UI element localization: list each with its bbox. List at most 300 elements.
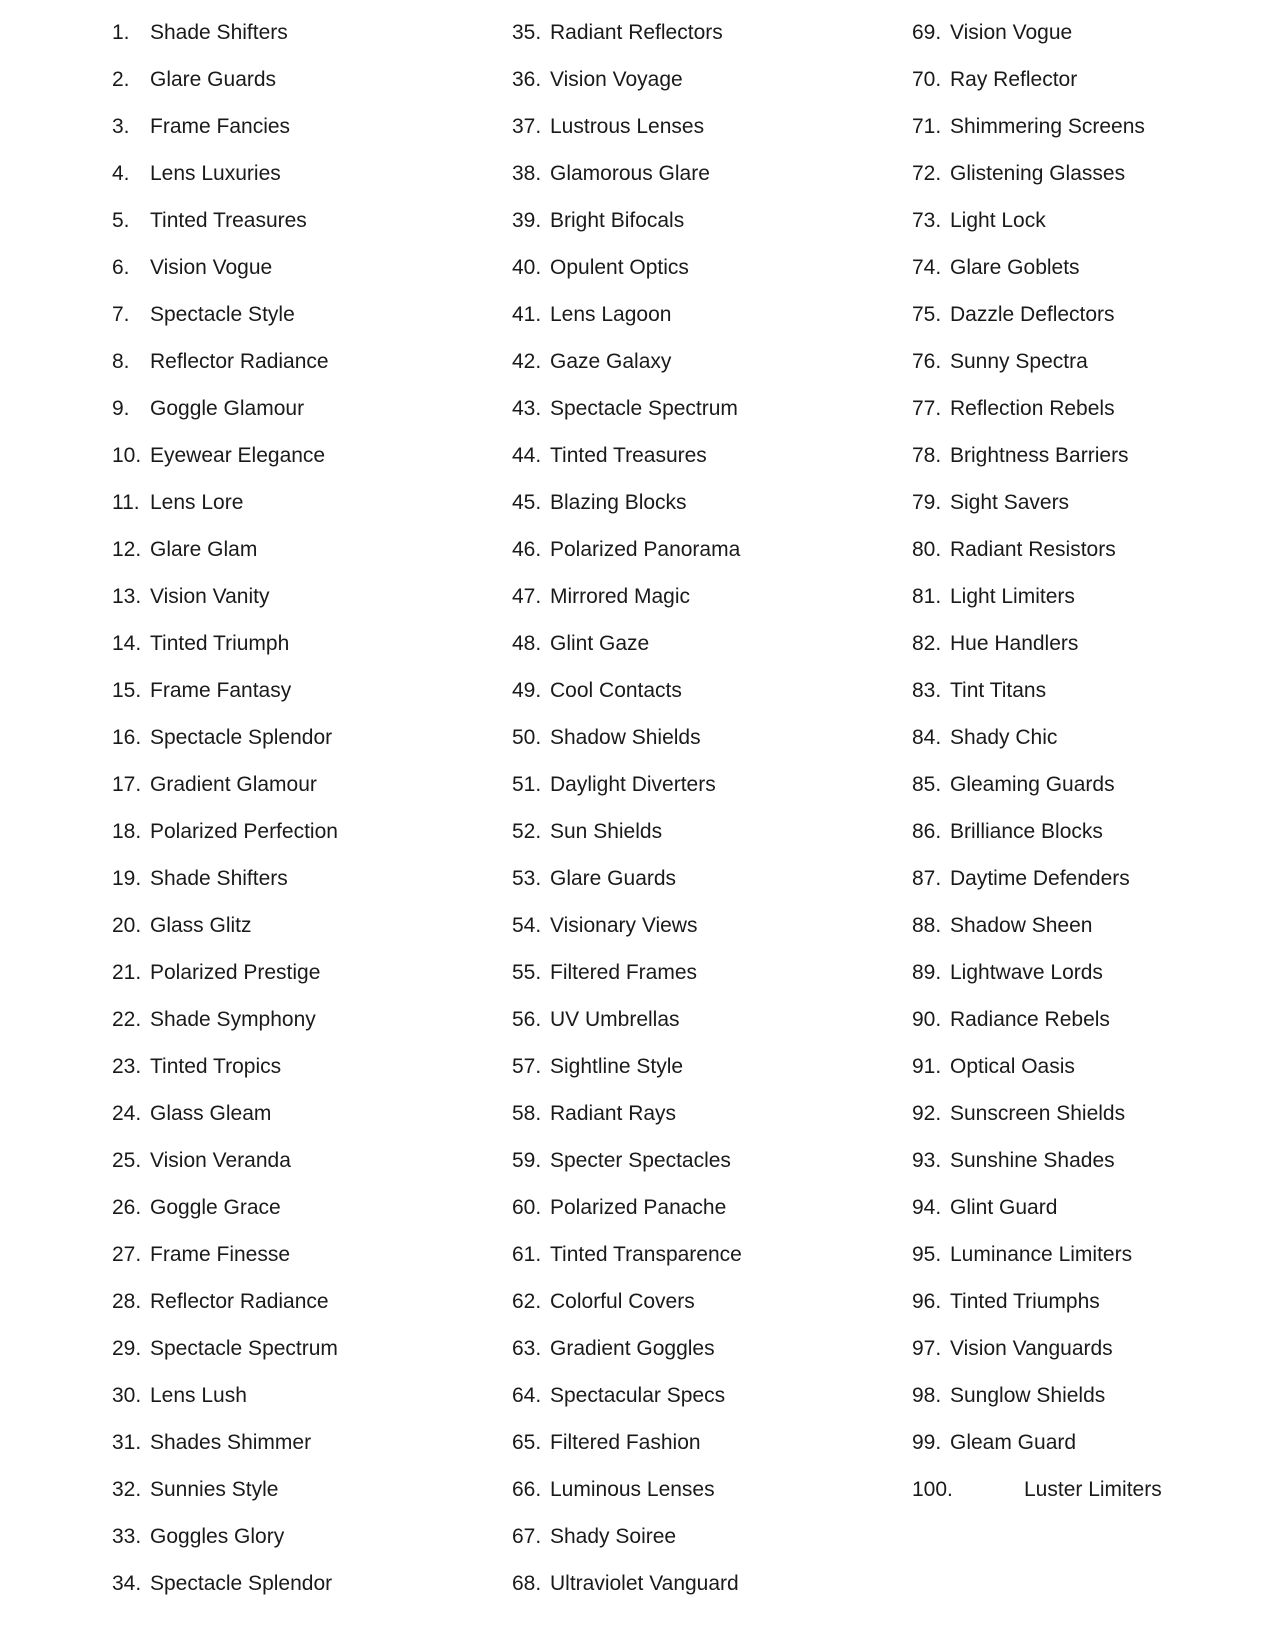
list-item [112, 293, 492, 340]
list-item-name: Frame Finesse [150, 1243, 291, 1266]
list-item [912, 857, 1275, 904]
list-item-name: Shades Shimmer [150, 1431, 312, 1454]
list-item [112, 1186, 492, 1233]
list-item-name: Spectacle Splendor [150, 1572, 333, 1595]
list-item-number: 79. [912, 491, 942, 514]
list-item-number: 44. [512, 444, 542, 467]
list-item-name: Gaze Galaxy [550, 350, 672, 373]
list-item-number: 90. [912, 1008, 942, 1031]
list-item [512, 152, 892, 199]
list-item [112, 434, 492, 481]
list-item-number: 31. [112, 1431, 142, 1454]
list-item [512, 1186, 892, 1233]
list-item-number: 35. [512, 21, 542, 44]
list-item-name: Eyewear Elegance [150, 444, 326, 467]
list-item [112, 1280, 492, 1327]
list-item [912, 904, 1275, 951]
list-item-name: Tinted Treasures [550, 444, 707, 467]
list-item-name: Polarized Panorama [550, 538, 741, 561]
list-item [512, 1327, 892, 1374]
list-item-name: Cool Contacts [550, 679, 682, 702]
list-item-number: 75. [912, 303, 942, 326]
list-item-number: 30. [112, 1384, 142, 1407]
list-item [112, 622, 492, 669]
list-item-name: Shade Shifters [150, 867, 288, 890]
list-item-number: 70. [912, 68, 942, 91]
list-item [912, 1327, 1275, 1374]
list-item [912, 1186, 1275, 1233]
list-item-name: Gleam Guard [950, 1431, 1077, 1454]
list-item-name: Tinted Triumph [150, 632, 290, 655]
list-item-number: 58. [512, 1102, 542, 1125]
list-item-number: 32. [112, 1478, 142, 1501]
list-item [512, 481, 892, 528]
list-item-name: Vision Vogue [950, 21, 1073, 44]
list-item [512, 951, 892, 998]
list-item-number: 37. [512, 115, 542, 138]
list-item-number: 69. [912, 21, 942, 44]
list-item [912, 1374, 1275, 1421]
list-item-number: 54. [512, 914, 542, 937]
list-item [112, 1327, 492, 1374]
list-item-number: 49. [512, 679, 542, 702]
list-item-number: 94. [912, 1196, 942, 1219]
list-item [112, 1139, 492, 1186]
list-item-number: 16. [112, 726, 142, 749]
list-item [512, 669, 892, 716]
list-item [512, 1092, 892, 1139]
list-item-name: Spectacle Style [150, 303, 295, 326]
list-item-number: 29. [112, 1337, 142, 1360]
list-item [912, 716, 1275, 763]
list-item [512, 58, 892, 105]
list-item [112, 575, 492, 622]
list-item-number: 24. [112, 1102, 142, 1125]
list-item [912, 998, 1275, 1045]
list-item [912, 152, 1275, 199]
list-item [912, 293, 1275, 340]
list-item-number: 5. [112, 209, 130, 232]
list-item-name: Goggle Grace [150, 1196, 281, 1219]
list-item-name: Glistening Glasses [950, 162, 1126, 185]
list-item [912, 58, 1275, 105]
list-item-number: 95. [912, 1243, 942, 1266]
list-item [112, 387, 492, 434]
list-item [112, 951, 492, 998]
list-item [512, 575, 892, 622]
list-item-number: 74. [912, 256, 942, 279]
list-item [512, 11, 892, 58]
list-item-name: Radiant Reflectors [550, 21, 723, 44]
list-item [112, 1233, 492, 1280]
list-item-name: Ultraviolet Vanguard [550, 1572, 739, 1595]
list-item-name: Vision Voyage [550, 68, 683, 91]
list-item-number: 86. [912, 820, 942, 843]
list-item [912, 1092, 1275, 1139]
list-item-name: Tinted Tropics [150, 1055, 282, 1078]
list-item-name: Opulent Optics [550, 256, 689, 279]
list-item-number: 45. [512, 491, 542, 514]
list-item-name: Sight Savers [950, 491, 1070, 514]
list-item [912, 951, 1275, 998]
list-item [912, 810, 1275, 857]
list-item [912, 1280, 1275, 1327]
list-item [512, 716, 892, 763]
list-item-number: 9. [112, 397, 130, 420]
list-item [512, 857, 892, 904]
list-item-name: Glare Glam [150, 538, 258, 561]
list-item [912, 1045, 1275, 1092]
list-item-name: Glare Guards [550, 867, 677, 890]
list-item-number: 92. [912, 1102, 942, 1125]
list-item [512, 1045, 892, 1092]
list-item [512, 1468, 892, 1515]
list-item-name: Polarized Prestige [150, 961, 321, 984]
list-column-1 [112, 11, 492, 1609]
list-item-number: 33. [112, 1525, 142, 1548]
list-item-name: Sunshine Shades [950, 1149, 1115, 1172]
list-item-number: 17. [112, 773, 142, 796]
list-item-number: 50. [512, 726, 542, 749]
list-item-name: Visionary Views [550, 914, 698, 937]
list-item-number: 66. [512, 1478, 542, 1501]
list-item [512, 1421, 892, 1468]
list-item [912, 622, 1275, 669]
list-item-number: 43. [512, 397, 542, 420]
list-item [112, 1092, 492, 1139]
list-item-number: 10. [112, 444, 142, 467]
list-item-name: Radiant Rays [550, 1102, 677, 1125]
list-item-number: 61. [512, 1243, 542, 1266]
list-item [912, 669, 1275, 716]
list-item-number: 85. [912, 773, 942, 796]
list-item-name: Shady Soiree [550, 1525, 677, 1548]
list-item-name: Tinted Treasures [150, 209, 307, 232]
list-item [112, 105, 492, 152]
list-item [112, 1562, 492, 1609]
list-item-name: Sun Shields [550, 820, 663, 843]
list-item-number: 26. [112, 1196, 142, 1219]
list-item [112, 1045, 492, 1092]
list-item-name: Shadow Shields [550, 726, 701, 749]
list-item [512, 387, 892, 434]
list-item-name: Filtered Fashion [550, 1431, 701, 1454]
list-item [512, 1374, 892, 1421]
list-item-number: 22. [112, 1008, 142, 1031]
list-item-number: 100. [912, 1478, 953, 1501]
list-item [112, 1421, 492, 1468]
list-item [512, 810, 892, 857]
list-item-name: Radiant Resistors [950, 538, 1116, 561]
list-item-name: Sunnies Style [150, 1478, 279, 1501]
list-item-number: 48. [512, 632, 542, 655]
list-item [512, 904, 892, 951]
list-item-number: 89. [912, 961, 942, 984]
list-item-number: 60. [512, 1196, 542, 1219]
list-item-number: 38. [512, 162, 542, 185]
list-item-name: Luster Limiters [1024, 1478, 1162, 1501]
list-item [912, 1139, 1275, 1186]
list-item [112, 1515, 492, 1562]
list-item [512, 1515, 892, 1562]
list-item-number: 12. [112, 538, 142, 561]
list-item-name: Sunny Spectra [950, 350, 1088, 373]
list-column-2 [512, 11, 892, 1609]
list-item-number: 83. [912, 679, 942, 702]
list-item-name: Gleaming Guards [950, 773, 1115, 796]
list-item-name: Sunglow Shields [950, 1384, 1106, 1407]
list-item [112, 716, 492, 763]
list-item-name: Reflector Radiance [150, 350, 329, 373]
list-item-name: Lens Luxuries [150, 162, 281, 185]
list-item-name: Brilliance Blocks [950, 820, 1103, 843]
list-item-number: 25. [112, 1149, 142, 1172]
list-item-name: Ray Reflector [950, 68, 1078, 91]
list-item [512, 998, 892, 1045]
list-item-number: 40. [512, 256, 542, 279]
list-item-name: Frame Fancies [150, 115, 291, 138]
list-item-name: Glass Glitz [150, 914, 252, 937]
list-item-name: Colorful Covers [550, 1290, 695, 1313]
list-item-name: Spectacle Splendor [150, 726, 333, 749]
list-item-number: 99. [912, 1431, 942, 1454]
list-item-name: Glint Guard [950, 1196, 1058, 1219]
list-item-number: 56. [512, 1008, 542, 1031]
list-item-number: 67. [512, 1525, 542, 1548]
list-item [912, 11, 1275, 58]
list-item-name: Lens Lagoon [550, 303, 672, 326]
list-item-name: Luminous Lenses [550, 1478, 715, 1501]
list-item-number: 28. [112, 1290, 142, 1313]
list-item [912, 1468, 1275, 1515]
list-item-name: Filtered Frames [550, 961, 698, 984]
list-item [512, 434, 892, 481]
list-item-number: 19. [112, 867, 142, 890]
list-item [112, 998, 492, 1045]
list-item-name: Spectacular Specs [550, 1384, 726, 1407]
list-item-name: Shade Symphony [150, 1008, 316, 1031]
list-item-name: Daylight Diverters [550, 773, 716, 796]
list-item [112, 810, 492, 857]
list-item [512, 246, 892, 293]
list-item-number: 13. [112, 585, 142, 608]
list-item-number: 21. [112, 961, 142, 984]
list-item [912, 528, 1275, 575]
list-item-number: 55. [512, 961, 542, 984]
list-item [512, 763, 892, 810]
list-item-number: 73. [912, 209, 942, 232]
list-item-name: Optical Oasis [950, 1055, 1075, 1078]
list-item [112, 481, 492, 528]
list-item-name: Lustrous Lenses [550, 115, 705, 138]
list-item [112, 199, 492, 246]
list-item-name: Reflector Radiance [150, 1290, 329, 1313]
list-item-number: 97. [912, 1337, 942, 1360]
list-item [912, 763, 1275, 810]
list-item-name: Tinted Transparence [550, 1243, 742, 1266]
list-item [112, 857, 492, 904]
list-item-number: 64. [512, 1384, 542, 1407]
list-item-name: Light Lock [950, 209, 1046, 232]
list-item-number: 63. [512, 1337, 542, 1360]
list-item-number: 20. [112, 914, 142, 937]
list-item-name: Vision Veranda [150, 1149, 291, 1172]
list-item-name: Dazzle Deflectors [950, 303, 1115, 326]
list-item-name: Goggles Glory [150, 1525, 285, 1548]
list-item-number: 77. [912, 397, 942, 420]
list-item [112, 1468, 492, 1515]
list-item-number: 36. [512, 68, 542, 91]
list-item-number: 46. [512, 538, 542, 561]
list-item-name: Polarized Panache [550, 1196, 727, 1219]
list-item-number: 52. [512, 820, 542, 843]
list-item-number: 65. [512, 1431, 542, 1454]
list-item-name: Specter Spectacles [550, 1149, 731, 1172]
list-item-number: 47. [512, 585, 542, 608]
list-item-name: Polarized Perfection [150, 820, 338, 843]
list-item-name: Brightness Barriers [950, 444, 1129, 467]
list-item-name: Hue Handlers [950, 632, 1079, 655]
list-item [512, 340, 892, 387]
list-item-name: Spectacle Spectrum [550, 397, 738, 420]
list-item-name: Radiance Rebels [950, 1008, 1110, 1031]
list-item-name: Glare Goblets [950, 256, 1080, 279]
list-item-number: 59. [512, 1149, 542, 1172]
list-item [912, 340, 1275, 387]
list-item [512, 1233, 892, 1280]
list-item [112, 763, 492, 810]
list-item-name: Frame Fantasy [150, 679, 292, 702]
list-item-number: 39. [512, 209, 542, 232]
list-item [512, 1562, 892, 1609]
list-item-name: Vision Vanity [150, 585, 270, 608]
list-item-name: Tint Titans [950, 679, 1047, 702]
list-item-name: Shady Chic [950, 726, 1058, 749]
list-item-name: Vision Vogue [150, 256, 273, 279]
list-item-number: 80. [912, 538, 942, 561]
list-item-number: 88. [912, 914, 942, 937]
list-item-name: Sightline Style [550, 1055, 684, 1078]
list-item-name: Luminance Limiters [950, 1243, 1133, 1266]
list-item [112, 669, 492, 716]
list-item [912, 105, 1275, 152]
list-item-number: 34. [112, 1572, 142, 1595]
list-item [512, 1139, 892, 1186]
list-item-number: 2. [112, 68, 130, 91]
list-item-number: 18. [112, 820, 142, 843]
list-item-name: Sunscreen Shields [950, 1102, 1126, 1125]
list-item-number: 11. [112, 491, 140, 514]
list-item [912, 246, 1275, 293]
list-item-name: Goggle Glamour [150, 397, 305, 420]
list-item-number: 27. [112, 1243, 142, 1266]
list-item-number: 1. [112, 21, 130, 44]
list-item [912, 387, 1275, 434]
list-item-number: 62. [512, 1290, 542, 1313]
list-item-number: 6. [112, 256, 130, 279]
list-item-number: 41. [512, 303, 542, 326]
list-item-name: Gradient Glamour [150, 773, 317, 796]
list-item-number: 4. [112, 162, 130, 185]
list-item [912, 575, 1275, 622]
list-column-3 [912, 11, 1275, 1515]
list-item [112, 904, 492, 951]
list-item-number: 98. [912, 1384, 942, 1407]
list-item [912, 1233, 1275, 1280]
list-item-number: 7. [112, 303, 130, 326]
list-item-number: 53. [512, 867, 542, 890]
list-item-name: Glamorous Glare [550, 162, 710, 185]
list-item-number: 72. [912, 162, 942, 185]
list-item-name: Blazing Blocks [550, 491, 687, 514]
list-item-name: Shimmering Screens [950, 115, 1145, 138]
list-item-number: 81. [912, 585, 942, 608]
list-item [512, 293, 892, 340]
list-item-number: 57. [512, 1055, 542, 1078]
list-item-number: 91. [912, 1055, 942, 1078]
list-item [912, 199, 1275, 246]
list-item-name: UV Umbrellas [550, 1008, 680, 1031]
list-item-name: Glare Guards [150, 68, 277, 91]
list-item-name: Reflection Rebels [950, 397, 1115, 420]
list-item-number: 15. [112, 679, 142, 702]
list-item [112, 340, 492, 387]
list-item [112, 246, 492, 293]
list-item [512, 1280, 892, 1327]
list-item-name: Mirrored Magic [550, 585, 691, 608]
list-item [112, 528, 492, 575]
list-item-name: Vision Vanguards [950, 1337, 1113, 1360]
list-item-number: 3. [112, 115, 130, 138]
list-item-name: Shadow Sheen [950, 914, 1093, 937]
list-item-name: Tinted Triumphs [950, 1290, 1100, 1313]
list-item [112, 58, 492, 105]
list-item-number: 82. [912, 632, 942, 655]
list-item-name: Shade Shifters [150, 21, 288, 44]
list-item [912, 481, 1275, 528]
list-item-number: 84. [912, 726, 942, 749]
list-item-number: 93. [912, 1149, 942, 1172]
list-item [512, 528, 892, 575]
list-item-name: Light Limiters [950, 585, 1075, 608]
list-item [512, 199, 892, 246]
list-item [912, 1421, 1275, 1468]
list-item [112, 11, 492, 58]
list-item-number: 8. [112, 350, 130, 373]
list-item-name: Gradient Goggles [550, 1337, 715, 1360]
list-item-number: 96. [912, 1290, 942, 1313]
list-item-number: 71. [912, 115, 942, 138]
list-item [112, 1374, 492, 1421]
list-item-name: Lens Lore [150, 491, 244, 514]
list-item-name: Glint Gaze [550, 632, 650, 655]
list-item-name: Glass Gleam [150, 1102, 272, 1125]
list-item [912, 434, 1275, 481]
list-item-number: 78. [912, 444, 942, 467]
list-item-number: 76. [912, 350, 942, 373]
list-item-number: 68. [512, 1572, 542, 1595]
list-item [512, 622, 892, 669]
list-item-number: 51. [512, 773, 542, 796]
list-item-name: Lens Lush [150, 1384, 247, 1407]
list-item-name: Lightwave Lords [950, 961, 1103, 984]
list-item-name: Spectacle Spectrum [150, 1337, 338, 1360]
list-item-number: 42. [512, 350, 542, 373]
list-item-number: 87. [912, 867, 942, 890]
list-item-name: Daytime Defenders [950, 867, 1130, 890]
list-item-number: 14. [112, 632, 142, 655]
list-item-number: 23. [112, 1055, 142, 1078]
